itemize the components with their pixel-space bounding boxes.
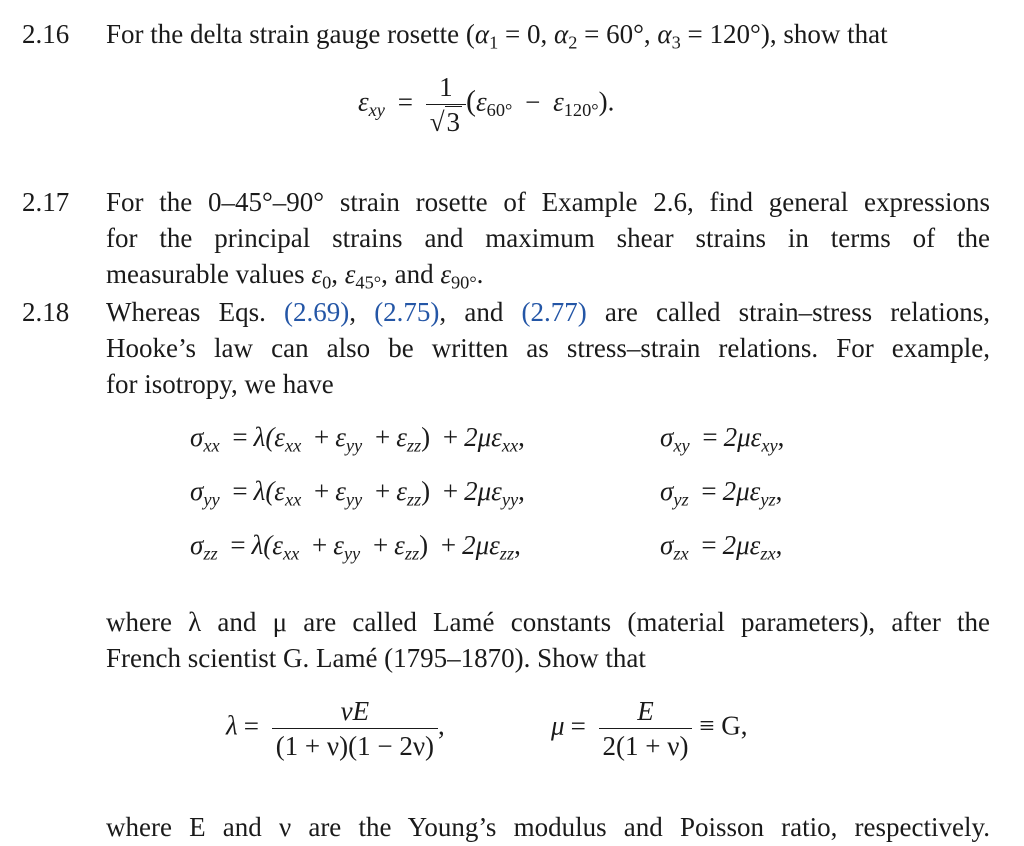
one-over-sqrt3: $\frac{1}{√3}$ bbox=[426, 70, 466, 139]
mu-numerator: E bbox=[599, 694, 693, 729]
sqrt-radicand: 3 bbox=[446, 107, 461, 137]
problem-number-2-17: 2.17 bbox=[22, 187, 70, 217]
problem-2-16-text: For the delta strain gauge rosette ($\alpha_1 = 0$, $\alpha_2 = 60^\circ$, $\alpha_3 = 120^\circ$), show that bbox=[106, 19, 888, 53]
sigma-xx-equation: $\sigma_{xx} = \lambda(\varepsilon_{xx} + \varepsilon_{yy} + \varepsilon_{zz}) + 2\mu\varepsilon_{xx}$, bbox=[190, 422, 525, 456]
v90: 90° bbox=[450, 272, 477, 293]
sigma-yz-equation: $\sigma_{yz} = 2\mu\varepsilon_{yz}$, bbox=[660, 476, 783, 510]
final-line: where E and ν are the Young’s modulus and Poisson ratio, respectively. bbox=[106, 812, 990, 842]
p16-text: For the delta strain gauge rosette bbox=[106, 19, 460, 49]
problem-2-18-line-1 bbox=[106, 294, 990, 331]
problem-number-2-16: 2.16 bbox=[22, 19, 70, 49]
p18-whereas: Whereas Eqs. bbox=[106, 297, 266, 327]
lame-line-2: French scientist G. Lamé (1795–1870). Show that bbox=[106, 643, 646, 673]
sigma-xy-equation: $\sigma_{xy} = 2\mu\varepsilon_{xy}$, bbox=[660, 422, 785, 456]
sigma-zx-equation: $\sigma_{zx} = 2\mu\varepsilon_{zx}$, bbox=[660, 530, 783, 564]
sigma-yy-equation: $\sigma_{yy} = \lambda(\varepsilon_{xx} + \varepsilon_{yy} + \varepsilon_{zz}) + 2\mu\varepsilon_{yy}$, bbox=[190, 476, 525, 510]
lambda-formula: λ = $\frac{\nu E}{(1 + \nu)(1 - 2\nu)}$ , bbox=[226, 696, 445, 761]
eq-end: ). bbox=[598, 86, 615, 117]
lame-line-1: where λ and μ are called Lamé constants (material parameters), after the bbox=[106, 607, 990, 637]
lambda-denominator: (1 + ν)(1 − 2ν) bbox=[275, 731, 435, 761]
alpha2-value: 60° bbox=[606, 19, 644, 49]
sigma-zz-equation: $\sigma_{zz} = \lambda(\varepsilon_{xx} + \varepsilon_{yy} + \varepsilon_{zz}) + 2\mu\varepsilon_{zz}$, bbox=[190, 530, 521, 564]
ref-eq-2-69[interactable]: (2.69) bbox=[284, 297, 350, 327]
eq-e120: 120° bbox=[563, 100, 599, 121]
p18-sep2: , and bbox=[439, 297, 522, 327]
alpha1-value: 0 bbox=[527, 19, 541, 49]
mu-fraction bbox=[599, 694, 693, 763]
mu-formula: μ = $\frac{E}{2(1 + \nu)}$ ≡ G, bbox=[551, 696, 748, 761]
p17-and: , and bbox=[381, 259, 434, 289]
p17-line-3: measurable values bbox=[106, 259, 305, 289]
ref-eq-2-75[interactable]: (2.75) bbox=[374, 297, 440, 327]
eq-e60: 60° bbox=[486, 100, 513, 121]
problem-2-17-line-1: For the 0–45°–90° strain rosette of Example 2.6, find general expressions bbox=[106, 187, 990, 217]
problem-2-17-line-3: measurable values $\varepsilon_0$, $\varepsilon_{45^\circ}$, and $\varepsilon_{90^\circ}$. bbox=[106, 259, 484, 293]
alpha3-value: 120° bbox=[709, 19, 761, 49]
frac-numerator: 1 bbox=[426, 70, 466, 105]
v0: 0 bbox=[322, 272, 332, 293]
p16-close: ), show that bbox=[760, 19, 888, 49]
p18-sep1: , bbox=[349, 297, 375, 327]
lambda-fraction bbox=[272, 694, 438, 763]
equation-exy: $\varepsilon_{xy}$ = $\frac{1}{√3}$ $(\varepsilon_{60^\circ} - \varepsilon_{120^\circ})$. bbox=[358, 72, 615, 137]
problem-number-2-18: 2.18 bbox=[22, 297, 70, 327]
p16-open: ( bbox=[465, 19, 475, 49]
equiv-g: ≡ G, bbox=[699, 710, 748, 741]
problem-2-18-line-2: Hooke’s law can also be written as stress–strain relations. For example, bbox=[106, 333, 990, 363]
mu-denominator: 2(1 + ν) bbox=[602, 731, 689, 761]
p17-end: . bbox=[476, 259, 484, 289]
problem-2-18-line-3: for isotropy, we have bbox=[106, 369, 334, 399]
p18-called: are called strain–stress relations, bbox=[604, 297, 991, 327]
problem-2-17-line-2: for the principal strains and maximum shear strains in terms of the bbox=[106, 223, 990, 253]
v45: 45° bbox=[355, 272, 382, 293]
ref-eq-2-77[interactable]: (2.77) bbox=[521, 297, 587, 327]
lambda-numerator: νE bbox=[272, 694, 438, 729]
